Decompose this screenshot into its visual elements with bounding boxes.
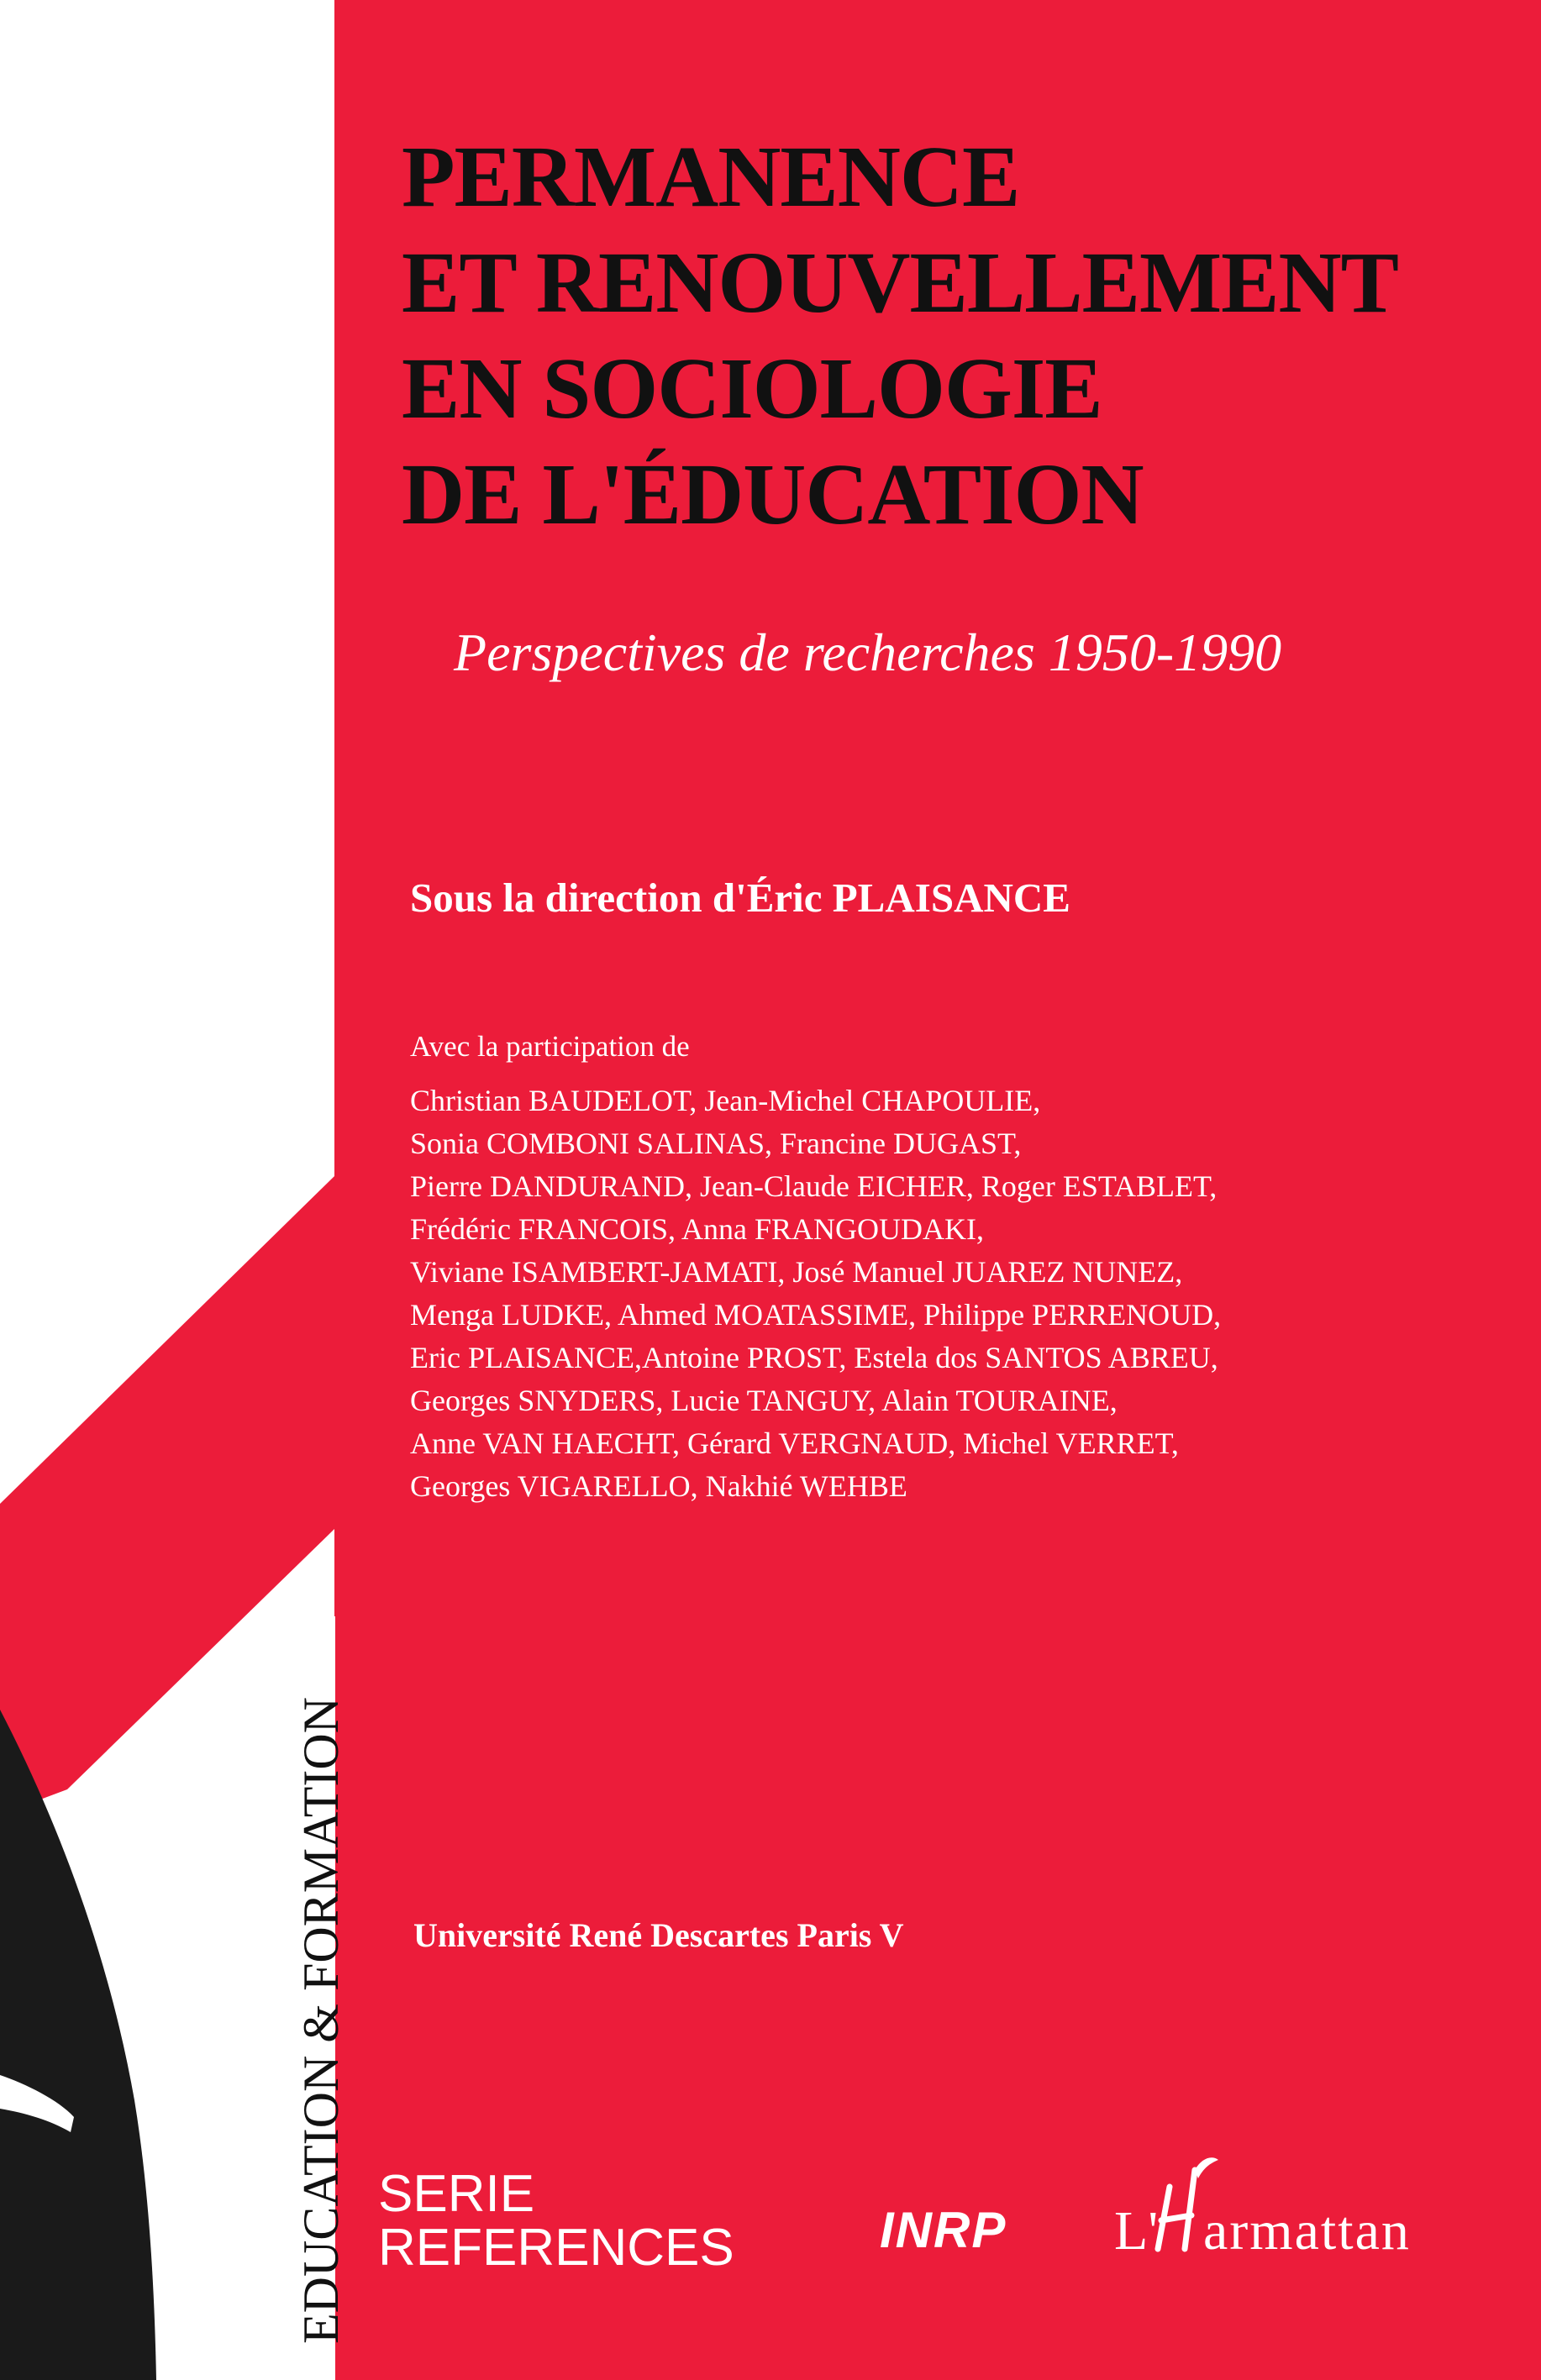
contributors-line: Pierre DANDURAND, Jean-Claude EICHER, Roger ESTABLET, — [410, 1169, 1218, 1203]
series-line: SERIE — [378, 2165, 535, 2223]
title-line: DE L'ÉDUCATION — [402, 446, 1144, 543]
contributors-line: Eric PLAISANCE,Antoine PROST, Estela dos SANTOS ABREU, — [410, 1341, 1218, 1374]
contributors-line: Christian BAUDELOT, Jean-Michel CHAPOULIE, — [410, 1084, 1041, 1117]
participation-label: Avec la participation de — [410, 1030, 690, 1063]
title-line: PERMANENCE — [402, 129, 1020, 225]
editor-credit: Sous la direction d'Éric PLAISANCE — [410, 875, 1070, 921]
svg-text:armattan: armattan — [1203, 2200, 1411, 2262]
series-collection-label: EDUCATION & FORMATION — [293, 1696, 349, 2344]
contributors-line: Viviane ISAMBERT-JAMATI, José Manuel JUAREZ NUNEZ, — [410, 1255, 1183, 1289]
contributors-line: Georges SNYDERS, Lucie TANGUY, Alain TOURAINE, — [410, 1384, 1118, 1417]
contributors-line: Georges VIGARELLO, Nakhié WEHBE — [410, 1469, 907, 1503]
black-figure-shape — [0, 1710, 156, 2380]
contributors-line: Anne VAN HAECHT, Gérard VERGNAUD, Michel VERRET, — [410, 1426, 1179, 1460]
series-line: REFERENCES — [378, 2219, 734, 2277]
svg-text:L': L' — [1114, 2200, 1159, 2262]
contributors-line: Frédéric FRANCOIS, Anna FRANGOUDAKI, — [410, 1212, 984, 1246]
inrp-logo: INRP — [880, 2202, 1007, 2258]
contributors-line: Sonia COMBONI SALINAS, Francine DUGAST, — [410, 1127, 1022, 1160]
series-label — [378, 2167, 734, 2275]
university-name: Université René Descartes Paris V — [413, 1916, 904, 1954]
title-line: ET RENOUVELLEMENT — [402, 234, 1399, 331]
harmattan-h-strokes — [1158, 2170, 1195, 2249]
contributors-line: Menga LUDKE, Ahmed MOATASSIME, Philippe PERRENOUD, — [410, 1298, 1222, 1332]
book-title — [402, 124, 1398, 548]
harmattan-leaf-flourish — [1195, 2157, 1218, 2178]
book-subtitle: Perspectives de recherches 1950-1990 — [454, 623, 1282, 682]
title-line: EN SOCIOLOGIE — [402, 340, 1102, 437]
harmattan-logo — [1111, 2155, 1481, 2264]
contributors-list — [410, 1080, 1221, 1508]
